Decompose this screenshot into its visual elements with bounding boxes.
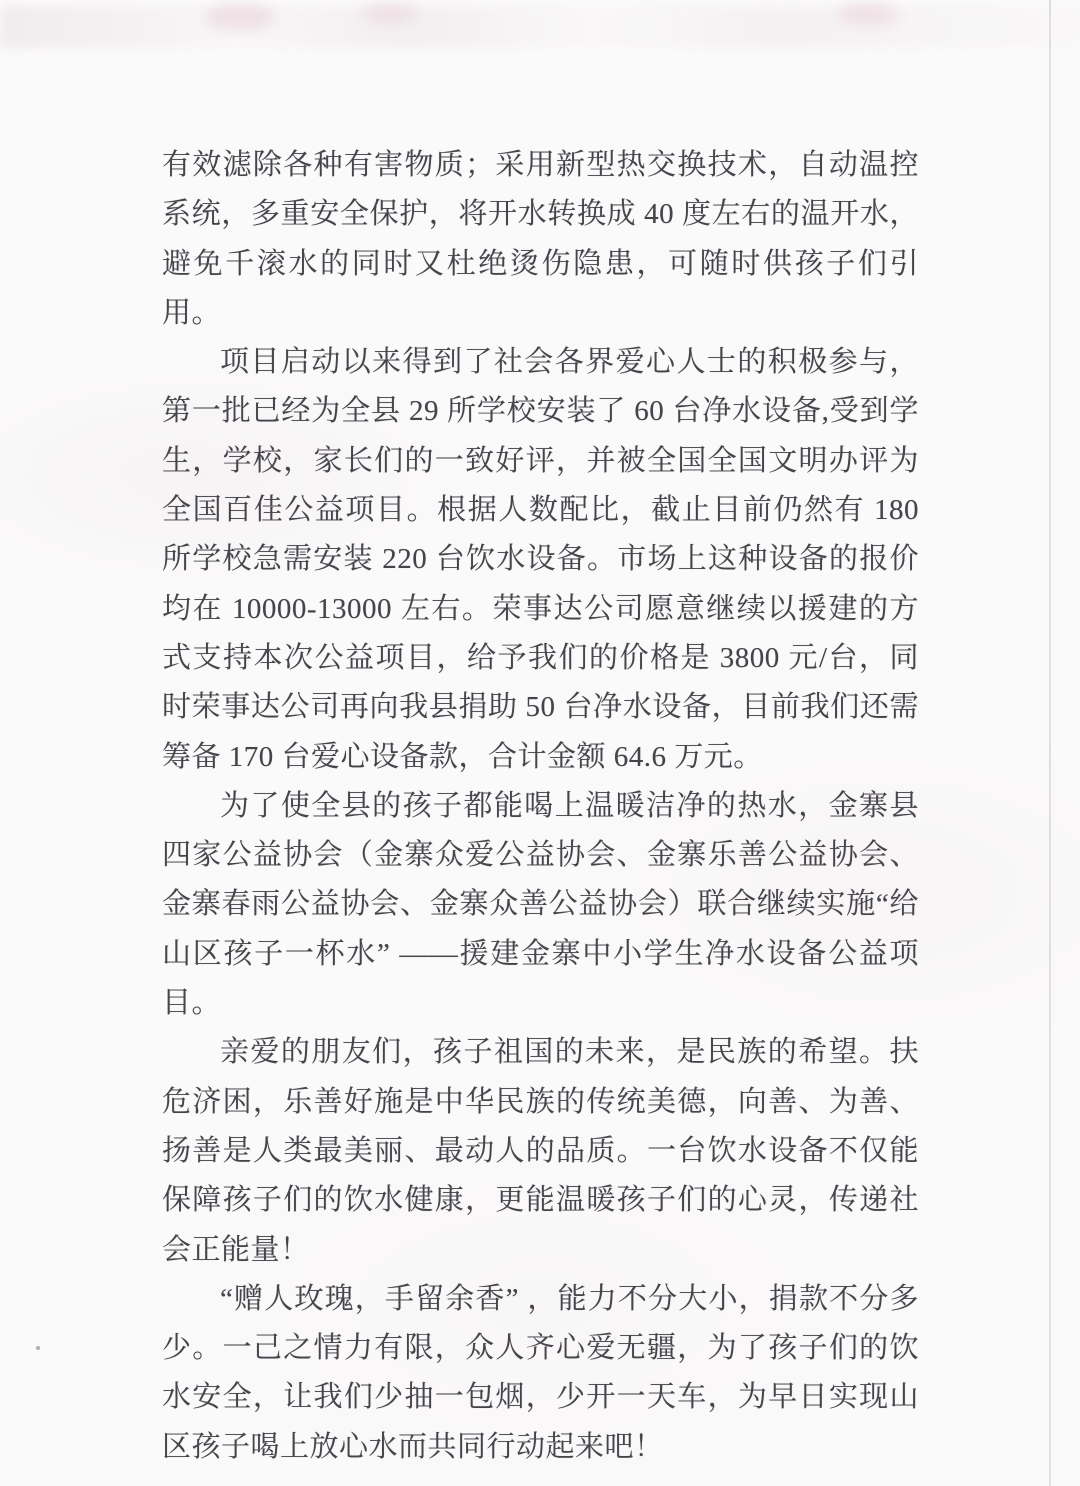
paragraph-call-to-action: “赠人玫瑰，手留余香” ，能力不分大小，捐款不分多少。一己之情力有限，众人齐心爱无疆，为了孩子们的饮水安全，让我们少抽一包烟，少开一天车，为早日实现山区孩子喝上放心水而共同行动起来吧！ xyxy=(162,1282,919,1463)
paragraph-charity-associations: 为了使全县的孩子都能喝上温暖洁净的热水，金寨县四家公益协会（金寨众爱公益协会、金寨乐善公益协会、金寨春雨公益协会、金寨众善公益协会）联合继续实施“给山区孩子一杯水” ——援建金寨中小学生净水设备公益项目。 xyxy=(162,789,919,1020)
paragraph-project-progress-and-costs: 项目启动以来得到了社会各界爱心人士的积极参与，第一批已经为全县 29 所学校安装了 60 台净水设备,受到学生，学校，家长们的一致好评，并被全国全国文明办评为全国百佳公益项目。根据人数配比，截止目前仍然有 180 所学校急需安装 220 台饮水设备。市场上这种设备的报价均在 10000-13000 左右。荣事达公司愿意继续以援建的方式支持本次公益项目，给予我们的价格是 3800 元/台，同时荣事达公司再向我县捐助 50 台净水设备，目前我们还需筹备 170 台爱心设备款，合计金额 64.6 万元。 xyxy=(162,346,919,773)
scan-pink-smudge-artifact xyxy=(205,4,275,30)
paragraph-appeal-to-friends: 亲爱的朋友们，孩子祖国的未来，是民族的希望。扶危济困，乐善好施是中华民族的传统美德，向善、为善、扬善是人类最美丽、最动人的品质。一台饮水设备不仅能保障孩子们的饮水健康，更能温暖孩子们的心灵，传递社会正能量！ xyxy=(162,1036,919,1266)
scan-page-edge-line-artifact xyxy=(1049,0,1051,1486)
paragraph-filtering-and-temperature: 有效滤除各种有害物质；采用新型热交换技术，自动温控系统，多重安全保护，将开水转换成 40 度左右的温开水，避免千滚水的同时又杜绝烫伤隐患，可随时供孩子们引用。 xyxy=(162,149,919,329)
document-body-text xyxy=(162,141,919,1472)
scan-pink-smudge-artifact xyxy=(838,2,898,26)
scan-ink-speck-artifact xyxy=(36,1346,40,1350)
scan-top-mottle-artifact xyxy=(0,6,1080,48)
scan-pink-smudge-artifact xyxy=(362,2,416,24)
